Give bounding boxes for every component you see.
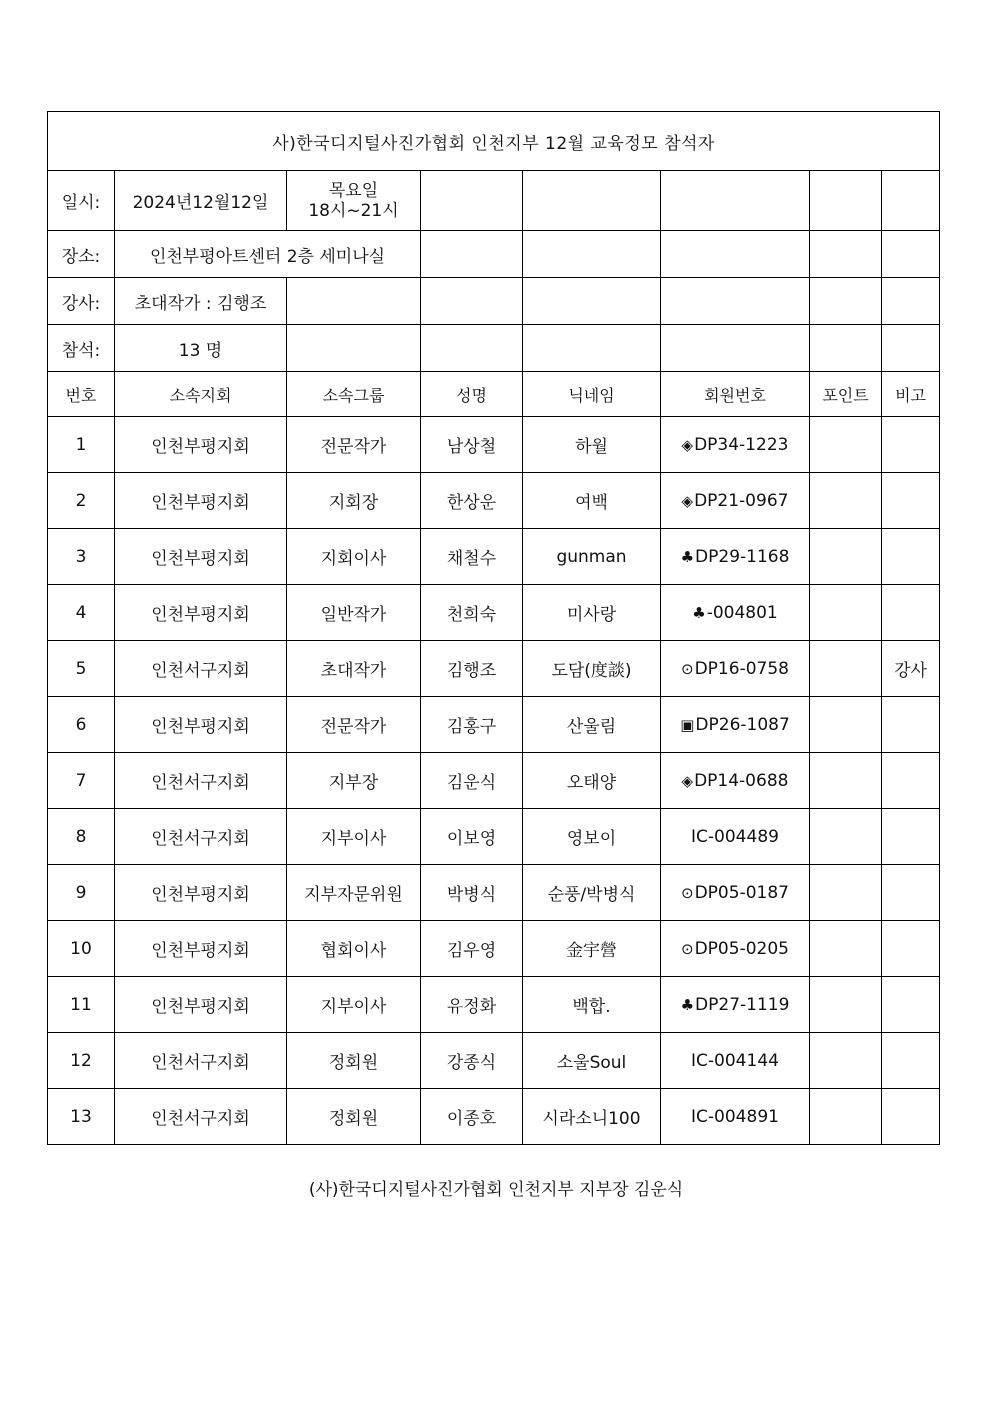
document-title: 사)한국디지털사진가협회 인천지부 12월 교육정모 참석자 <box>48 112 940 171</box>
member-no-cell <box>661 585 810 641</box>
nickname-cell: 오태양 <box>523 753 661 809</box>
group-cell: 전문작가 <box>287 417 421 473</box>
place-label: 장소: <box>48 231 115 278</box>
empty-cell <box>421 278 523 325</box>
empty-cell <box>421 231 523 278</box>
note-cell: 강사 <box>882 641 940 697</box>
group-cell: 정회원 <box>287 1089 421 1145</box>
empty-cell <box>287 278 421 325</box>
empty-cell <box>882 231 940 278</box>
group-cell: 지회장 <box>287 473 421 529</box>
table-row <box>48 529 940 585</box>
group-cell: 지부이사 <box>287 977 421 1033</box>
row-number-cell: 4 <box>48 585 115 641</box>
table-row <box>48 977 940 1033</box>
point-cell <box>810 585 882 641</box>
nickname-cell: 미사랑 <box>523 585 661 641</box>
member-no-value: DP34-1223 <box>694 434 789 455</box>
member-no-value: DP14-0688 <box>694 770 789 791</box>
note-cell <box>882 1089 940 1145</box>
footer-signature: (사)한국디지털사진가협회 인천지부 지부장 김운식 <box>308 1180 684 1200</box>
row-number-cell: 6 <box>48 697 115 753</box>
member-no-cell <box>661 529 810 585</box>
row-number-cell: 2 <box>48 473 115 529</box>
nickname-cell: gunman <box>523 529 661 585</box>
member-no-value: DP27-1119 <box>695 994 790 1015</box>
member-no-cell <box>661 641 810 697</box>
nickname-cell: 여백 <box>523 473 661 529</box>
table-row <box>48 865 940 921</box>
note-cell <box>882 1033 940 1089</box>
group-cell: 일반작가 <box>287 585 421 641</box>
member-no-cell <box>661 809 810 865</box>
nickname-cell: 하월 <box>523 417 661 473</box>
name-cell: 채철수 <box>421 529 523 585</box>
row-number-cell: 12 <box>48 1033 115 1089</box>
point-cell <box>810 529 882 585</box>
nickname-cell: 산울림 <box>523 697 661 753</box>
member-no-value: DP29-1168 <box>695 546 790 567</box>
member-no-value: DP05-0187 <box>694 882 789 903</box>
branch-cell: 인천부평지회 <box>115 865 287 921</box>
member-no-value: IC-004489 <box>691 826 779 847</box>
empty-cell <box>661 171 810 231</box>
nickname-cell: 金宇營 <box>523 921 661 977</box>
name-cell: 유정화 <box>421 977 523 1033</box>
empty-cell <box>421 325 523 372</box>
branch-cell: 인천부평지회 <box>115 417 287 473</box>
branch-cell: 인천부평지회 <box>115 977 287 1033</box>
lecturer-row <box>48 278 940 325</box>
branch-cell: 인천부평지회 <box>115 921 287 977</box>
member-grade-icon: ▣ <box>680 715 695 734</box>
branch-cell: 인천서구지회 <box>115 809 287 865</box>
name-cell: 한상운 <box>421 473 523 529</box>
column-header-note: 비고 <box>882 372 940 417</box>
member-grade-icon: ⊙ <box>681 883 694 902</box>
date-label: 일시: <box>48 171 115 231</box>
table-row <box>48 921 940 977</box>
time-value: 18시~21시 <box>308 200 399 221</box>
group-cell: 지부자문위원 <box>287 865 421 921</box>
branch-cell: 인천부평지회 <box>115 529 287 585</box>
member-grade-icon: ♣ <box>680 547 695 566</box>
note-cell <box>882 809 940 865</box>
nickname-cell: 순풍/박병식 <box>523 865 661 921</box>
column-header-row <box>48 372 940 417</box>
column-header-nickname: 닉네임 <box>523 372 661 417</box>
group-cell: 지회이사 <box>287 529 421 585</box>
empty-cell <box>661 278 810 325</box>
note-cell <box>882 473 940 529</box>
table-row <box>48 753 940 809</box>
table-row <box>48 697 940 753</box>
point-cell <box>810 697 882 753</box>
point-cell <box>810 753 882 809</box>
point-cell <box>810 1033 882 1089</box>
group-cell: 지부이사 <box>287 809 421 865</box>
group-cell: 지부장 <box>287 753 421 809</box>
note-cell <box>882 417 940 473</box>
point-cell <box>810 809 882 865</box>
table-row <box>48 809 940 865</box>
row-number-cell: 11 <box>48 977 115 1033</box>
note-cell <box>882 529 940 585</box>
member-grade-icon: ⊙ <box>681 659 694 678</box>
note-cell <box>882 753 940 809</box>
attendance-value: 13 명 <box>115 325 287 372</box>
name-cell: 박병식 <box>421 865 523 921</box>
branch-cell: 인천부평지회 <box>115 473 287 529</box>
name-cell: 이보영 <box>421 809 523 865</box>
branch-cell: 인천서구지회 <box>115 1089 287 1145</box>
group-cell: 협회이사 <box>287 921 421 977</box>
member-no-value: DP21-0967 <box>694 490 789 511</box>
attendance-table <box>47 111 940 1145</box>
table-row <box>48 417 940 473</box>
empty-cell <box>810 325 882 372</box>
row-number-cell: 8 <box>48 809 115 865</box>
member-no-value: IC-004891 <box>691 1106 779 1127</box>
attendance-label: 참석: <box>48 325 115 372</box>
branch-cell: 인천서구지회 <box>115 1033 287 1089</box>
row-number-cell: 13 <box>48 1089 115 1145</box>
member-no-cell <box>661 1089 810 1145</box>
empty-cell <box>810 231 882 278</box>
member-no-cell <box>661 417 810 473</box>
point-cell <box>810 977 882 1033</box>
point-cell <box>810 473 882 529</box>
member-grade-icon: ◈ <box>681 771 694 790</box>
date-value: 2024년12월12일 <box>115 171 287 231</box>
nickname-cell: 시라소니100 <box>523 1089 661 1145</box>
empty-cell <box>287 325 421 372</box>
column-header-name: 성명 <box>421 372 523 417</box>
member-grade-icon: ◈ <box>681 491 694 510</box>
empty-cell <box>810 171 882 231</box>
note-cell <box>882 585 940 641</box>
table-row <box>48 585 940 641</box>
date-row <box>48 171 940 231</box>
empty-cell <box>882 171 940 231</box>
empty-cell <box>523 171 661 231</box>
day-value: 목요일 <box>328 180 379 201</box>
name-cell: 남상철 <box>421 417 523 473</box>
point-cell <box>810 921 882 977</box>
lecturer-value: 초대작가 : 김행조 <box>115 278 287 325</box>
empty-cell <box>523 325 661 372</box>
row-number-cell: 5 <box>48 641 115 697</box>
name-cell: 김홍구 <box>421 697 523 753</box>
nickname-cell: 도담(度談) <box>523 641 661 697</box>
row-number-cell: 1 <box>48 417 115 473</box>
member-no-value: -004801 <box>706 602 778 623</box>
branch-cell: 인천서구지회 <box>115 753 287 809</box>
name-cell: 김우영 <box>421 921 523 977</box>
table-row <box>48 1033 940 1089</box>
member-no-cell <box>661 473 810 529</box>
member-no-value: DP05-0205 <box>694 938 789 959</box>
empty-cell <box>661 325 810 372</box>
note-cell <box>882 921 940 977</box>
point-cell <box>810 417 882 473</box>
member-no-cell <box>661 697 810 753</box>
column-header-branch: 소속지회 <box>115 372 287 417</box>
row-number-cell: 9 <box>48 865 115 921</box>
row-number-cell: 10 <box>48 921 115 977</box>
branch-cell: 인천부평지회 <box>115 585 287 641</box>
member-no-value: IC-004144 <box>691 1050 779 1071</box>
point-cell <box>810 865 882 921</box>
member-grade-icon: ♣ <box>692 603 706 622</box>
member-grade-icon: ◈ <box>681 435 694 454</box>
row-number-cell: 3 <box>48 529 115 585</box>
member-no-cell <box>661 753 810 809</box>
column-header-no: 번호 <box>48 372 115 417</box>
member-grade-icon: ⊙ <box>681 939 694 958</box>
name-cell: 강종식 <box>421 1033 523 1089</box>
empty-cell <box>421 171 523 231</box>
member-no-cell <box>661 977 810 1033</box>
name-cell: 천희숙 <box>421 585 523 641</box>
empty-cell <box>882 325 940 372</box>
note-cell <box>882 697 940 753</box>
point-cell <box>810 641 882 697</box>
note-cell <box>882 977 940 1033</box>
lecturer-label: 강사: <box>48 278 115 325</box>
member-no-cell <box>661 865 810 921</box>
member-grade-icon: ♣ <box>680 995 695 1014</box>
branch-cell: 인천부평지회 <box>115 697 287 753</box>
group-cell: 정회원 <box>287 1033 421 1089</box>
group-cell: 전문작가 <box>287 697 421 753</box>
table-row <box>48 1089 940 1145</box>
name-cell: 이종호 <box>421 1089 523 1145</box>
member-no-value: DP16-0758 <box>694 658 789 679</box>
name-cell: 김운식 <box>421 753 523 809</box>
nickname-cell: 소울Soul <box>523 1033 661 1089</box>
group-cell: 초대작가 <box>287 641 421 697</box>
member-no-value: DP26-1087 <box>695 714 790 735</box>
table-row <box>48 641 940 697</box>
empty-cell <box>523 278 661 325</box>
member-no-cell <box>661 921 810 977</box>
column-header-group: 소속그룹 <box>287 372 421 417</box>
empty-cell <box>810 278 882 325</box>
note-cell <box>882 865 940 921</box>
column-header-point: 포인트 <box>810 372 882 417</box>
point-cell <box>810 1089 882 1145</box>
attendance-count-row <box>48 325 940 372</box>
table-row <box>48 473 940 529</box>
empty-cell <box>882 278 940 325</box>
day-time-cell <box>287 171 421 231</box>
nickname-cell: 영보이 <box>523 809 661 865</box>
member-no-cell <box>661 1033 810 1089</box>
place-value: 인천부평아트센터 2층 세미나실 <box>115 231 421 278</box>
name-cell: 김행조 <box>421 641 523 697</box>
nickname-cell: 백합. <box>523 977 661 1033</box>
branch-cell: 인천서구지회 <box>115 641 287 697</box>
empty-cell <box>523 231 661 278</box>
place-row <box>48 231 940 278</box>
column-header-member-no: 회원번호 <box>661 372 810 417</box>
row-number-cell: 7 <box>48 753 115 809</box>
empty-cell <box>661 231 810 278</box>
